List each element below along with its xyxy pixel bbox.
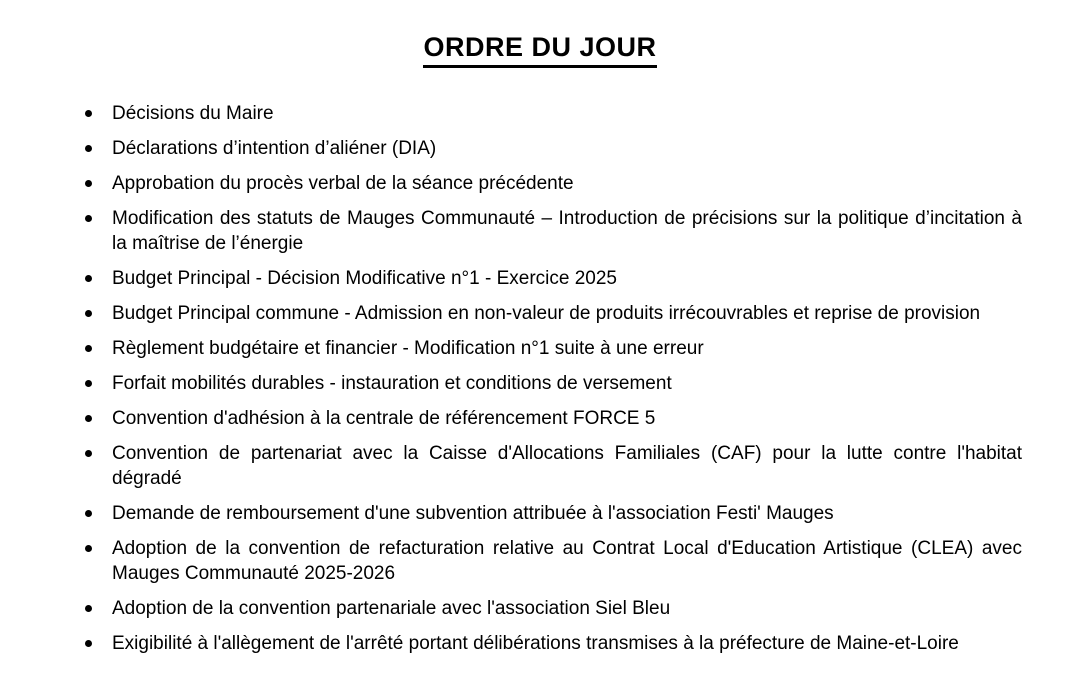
bullet-icon [85, 215, 92, 222]
bullet-icon [85, 545, 92, 552]
list-item [112, 206, 1022, 256]
agenda-item-text: Convention d'adhésion à la centrale de référencement FORCE 5 [112, 408, 656, 429]
agenda-item-text: Demande de remboursement d'une subvention attribuée à l'association Festi' Mauges [112, 503, 834, 524]
agenda-item-text: Décisions du Maire [112, 103, 274, 124]
list-item [112, 171, 1022, 196]
bullet-icon [85, 415, 92, 422]
agenda-item-text: Approbation du procès verbal de la séance précédente [112, 173, 574, 194]
agenda-item-text: Forfait mobilités durables - instauration et conditions de versement [112, 373, 672, 394]
bullet-icon [85, 180, 92, 187]
list-item [112, 371, 1022, 396]
list-item [112, 101, 1022, 126]
list-item [112, 301, 1022, 326]
agenda-list [112, 101, 1022, 666]
list-item [112, 336, 1022, 361]
bullet-icon [85, 110, 92, 117]
bullet-icon [85, 450, 92, 457]
agenda-item-text: Exigibilité à l'allègement de l'arrêté portant délibérations transmises à la préfecture de Maine-et-Loire [112, 633, 959, 654]
list-item [112, 631, 1022, 656]
agenda-item-text: Adoption de la convention de refacturation relative au Contrat Local d'Education Artistique (CLEA) avec Mauges Communauté 2025-2026 [112, 538, 1022, 584]
bullet-icon [85, 380, 92, 387]
agenda-item-text: Modification des statuts de Mauges Communauté – Introduction de précisions sur la politique d’incitation à la maîtrise de l’énergie [112, 208, 1022, 254]
title-container [0, 33, 1080, 68]
bullet-icon [85, 310, 92, 317]
bullet-icon [85, 275, 92, 282]
list-item [112, 536, 1022, 586]
page-title: ORDRE DU JOUR [423, 33, 656, 68]
list-item [112, 596, 1022, 621]
list-item [112, 406, 1022, 431]
agenda-item-text: Convention de partenariat avec la Caisse d'Allocations Familiales (CAF) pour la lutte contre l'habitat dégradé [112, 443, 1022, 489]
bullet-icon [85, 640, 92, 647]
agenda-item-text: Budget Principal commune - Admission en non-valeur de produits irrécouvrables et reprise de provision [112, 303, 981, 324]
list-item [112, 501, 1022, 526]
agenda-item-text: Déclarations d’intention d’aliéner (DIA) [112, 138, 437, 159]
bullet-icon [85, 145, 92, 152]
bullet-icon [85, 345, 92, 352]
agenda-item-text: Budget Principal - Décision Modificative n°1 - Exercice 2025 [112, 268, 618, 289]
list-item [112, 266, 1022, 291]
agenda-item-text: Règlement budgétaire et financier - Modification n°1 suite à une erreur [112, 338, 704, 359]
list-item [112, 136, 1022, 161]
bullet-icon [85, 605, 92, 612]
agenda-item-text: Adoption de la convention partenariale avec l'association Siel Bleu [112, 598, 671, 619]
bullet-icon [85, 510, 92, 517]
list-item [112, 441, 1022, 491]
